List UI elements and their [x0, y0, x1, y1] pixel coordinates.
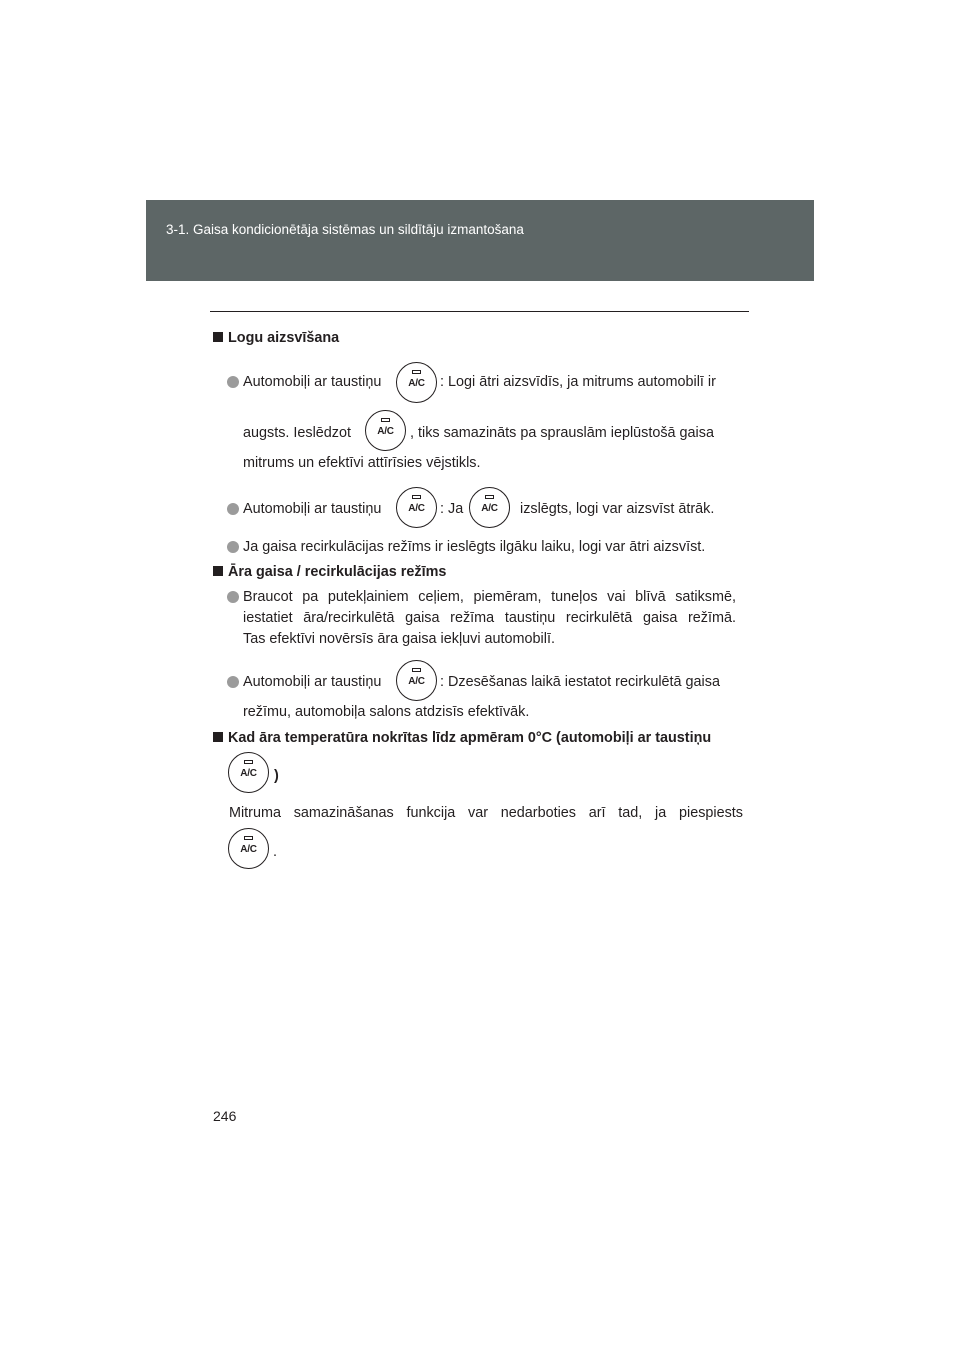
chapter-title: 3-1. Gaisa kondicionētāja sistēmas un sildītāju izmantošana	[166, 222, 524, 237]
square-bullet-icon	[213, 732, 223, 742]
cold-heading-end: )	[274, 768, 279, 784]
ac-button-icon: A/C	[396, 362, 437, 403]
ac-button-icon: A/C	[228, 828, 269, 869]
recirc-b1-line3: Tas efektīvi novērsīs āra gaisa iekļuvi automobilī.	[243, 631, 555, 647]
recirc-b1-line1: Braucot pa putekļainiem ceļiem, piemēram, tuneļos vai blīvā satiksmē,	[243, 589, 736, 605]
cold-body-end: .	[273, 844, 277, 860]
defog-b1-line3: mitrums un efektīvi attīrīsies vējstikls.	[243, 455, 481, 471]
ac-button-icon: A/C	[396, 487, 437, 528]
round-bullet-icon	[227, 376, 239, 388]
defog-b1-line2b: , tiks samazināts pa sprauslām ieplūstošā gaisa	[410, 425, 714, 441]
round-bullet-icon	[227, 676, 239, 688]
cold-body-line1: Mitruma samazināšanas funkcija var nedarboties arī tad, ja piespiests	[229, 805, 743, 821]
defog-b2-b: : Ja	[440, 501, 464, 517]
square-bullet-icon	[213, 566, 223, 576]
chapter-header	[146, 200, 814, 281]
round-bullet-icon	[227, 503, 239, 515]
defog-b3: Ja gaisa recirkulācijas režīms ir ieslēgts ilgāku laiku, logi var ātri aizsvīst.	[243, 539, 706, 555]
defog-b1-line2a: augsts. Ieslēdzot	[243, 425, 351, 441]
section-heading-defog: Logu aizsvīšana	[213, 329, 339, 347]
defog-b1-line1a: Automobiļi ar taustiņu	[243, 374, 382, 390]
top-rule	[210, 311, 749, 312]
recirc-b2-line2: režīmu, automobiļa salons atdzisīs efektīvāk.	[243, 704, 530, 720]
round-bullet-icon	[227, 541, 239, 553]
defog-b2-c: izslēgts, logi var aizsvīst ātrāk.	[520, 501, 715, 517]
recirc-b2-line1a: Automobiļi ar taustiņu	[243, 674, 382, 690]
page-number: 246	[213, 1108, 237, 1124]
square-bullet-icon	[213, 332, 223, 342]
ac-button-icon: A/C	[228, 752, 269, 793]
ac-button-icon: A/C	[365, 410, 406, 451]
defog-b1-line1b: : Logi ātri aizsvīdīs, ja mitrums automobilī ir	[440, 374, 716, 390]
recirc-b2-line1b: : Dzesēšanas laikā iestatot recirkulētā gaisa	[440, 674, 720, 690]
round-bullet-icon	[227, 591, 239, 603]
section-heading-recirc: Āra gaisa / recirkulācijas režīms	[213, 563, 446, 581]
ac-button-icon: A/C	[396, 660, 437, 701]
ac-button-icon: A/C	[469, 487, 510, 528]
recirc-b1-line2: iestatiet āra/recirkulētā gaisa režīma taustiņu recirkulētā gaisa režīmā.	[243, 610, 736, 626]
defog-b2-a: Automobiļi ar taustiņu	[243, 501, 382, 517]
section-heading-cold: Kad āra temperatūra nokrītas līdz apmēram 0°C (automobiļi ar taustiņu	[213, 729, 711, 747]
